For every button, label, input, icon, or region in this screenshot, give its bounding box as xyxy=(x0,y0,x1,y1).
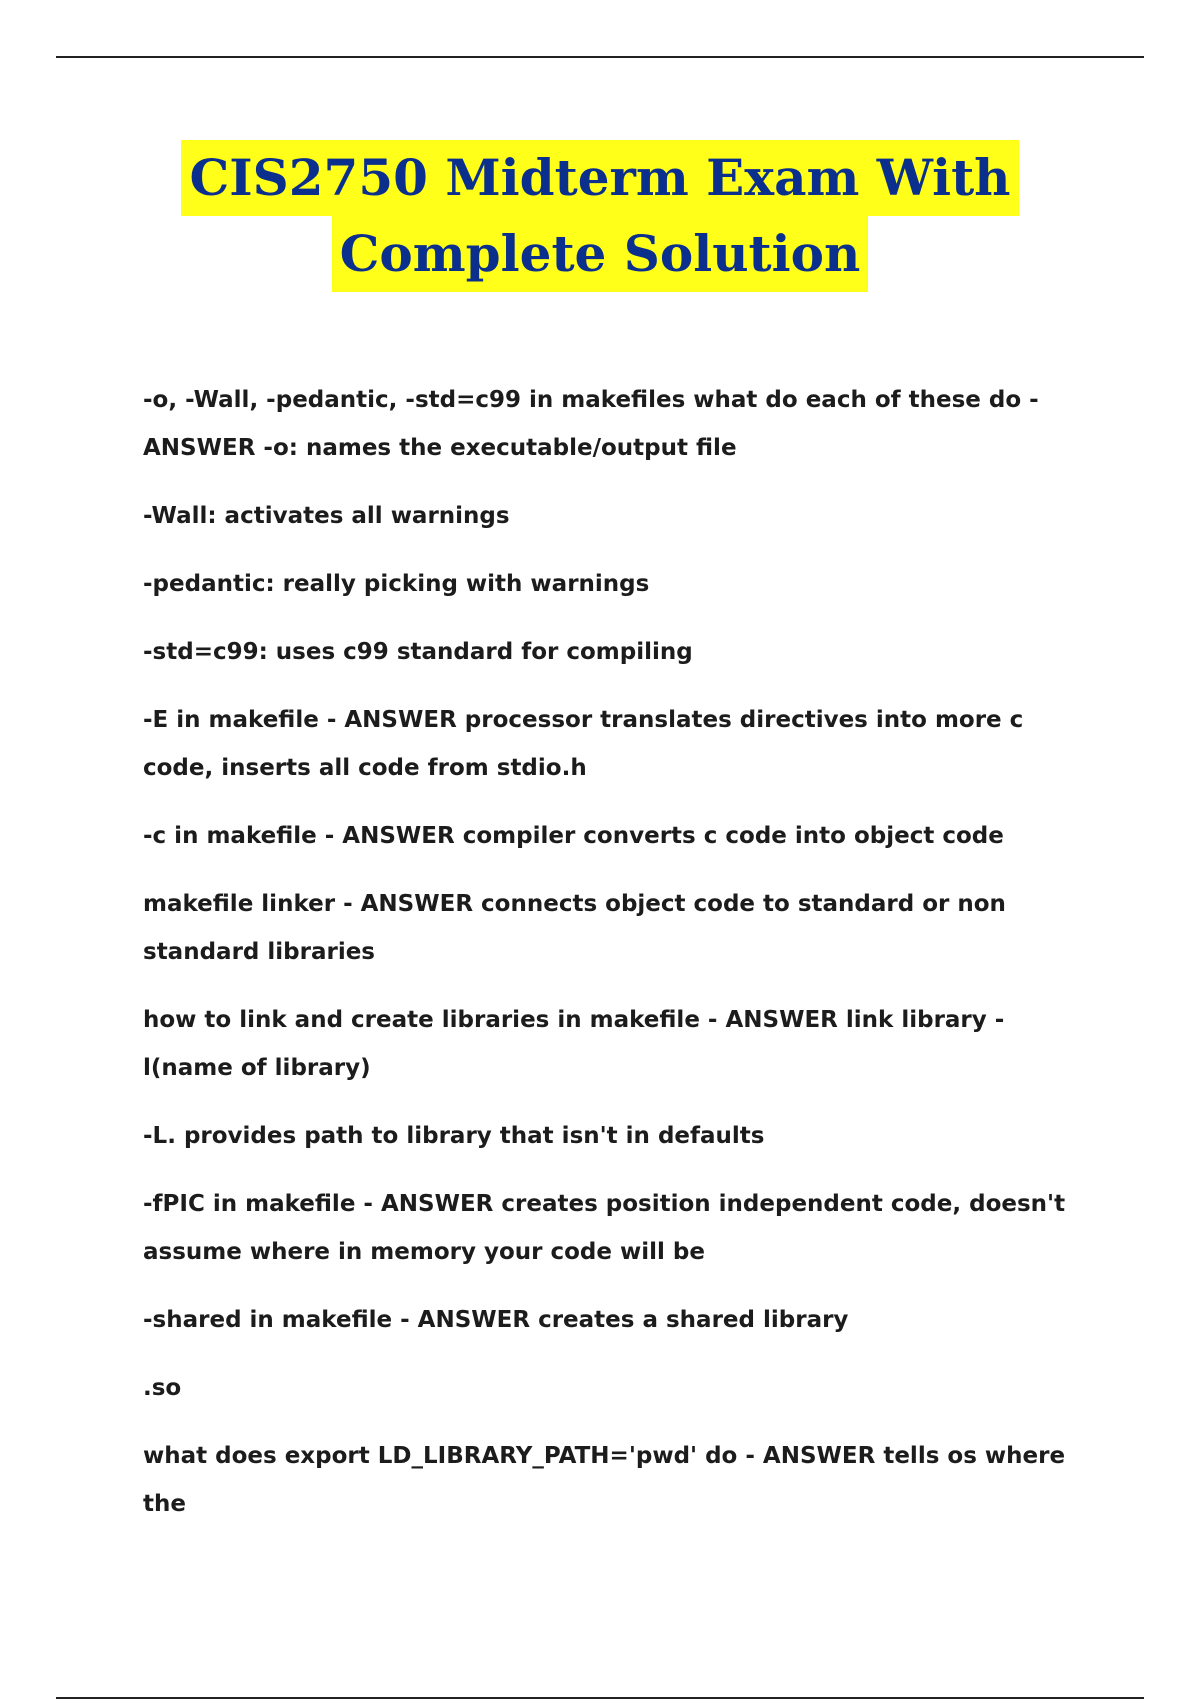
title-line-1: CIS2750 Midterm Exam With xyxy=(181,140,1018,216)
paragraph: .so xyxy=(143,1375,182,1401)
paragraph: -c in makefile - ANSWER compiler converts c code into object code xyxy=(143,823,1004,849)
paragraph: -L. provides path to library that isn't in defaults xyxy=(143,1123,765,1149)
paragraph: what does export LD_LIBRARY_PATH='pwd' do - ANSWER tells os where the xyxy=(143,1443,1066,1517)
paragraph: -fPIC in makefile - ANSWER creates position independent code, doesn't assume where in memory your code will be xyxy=(143,1191,1066,1265)
paragraph: -std=c99: uses c99 standard for compiling xyxy=(143,639,693,665)
paragraph: -E in makefile - ANSWER processor translates directives into more c code, inserts all code from stdio.h xyxy=(143,707,1024,781)
document-body xyxy=(143,376,1083,1548)
paragraph: -shared in makefile - ANSWER creates a shared library xyxy=(143,1307,849,1333)
bottom-rule xyxy=(56,1697,1144,1699)
paragraph: makefile linker - ANSWER connects object code to standard or non standard libraries xyxy=(143,891,1006,965)
document-title xyxy=(0,140,1200,292)
paragraph: -Wall: activates all warnings xyxy=(143,503,510,529)
paragraph: -pedantic: really picking with warnings xyxy=(143,571,650,597)
title-line-2: Complete Solution xyxy=(332,216,869,292)
paragraph: how to link and create libraries in makefile - ANSWER link library -l(name of library) xyxy=(143,1007,1005,1081)
paragraph: -o, -Wall, -pedantic, -std=c99 in makefiles what do each of these do - ANSWER -o: names the executable/output file xyxy=(143,387,1039,461)
top-rule xyxy=(56,56,1144,58)
